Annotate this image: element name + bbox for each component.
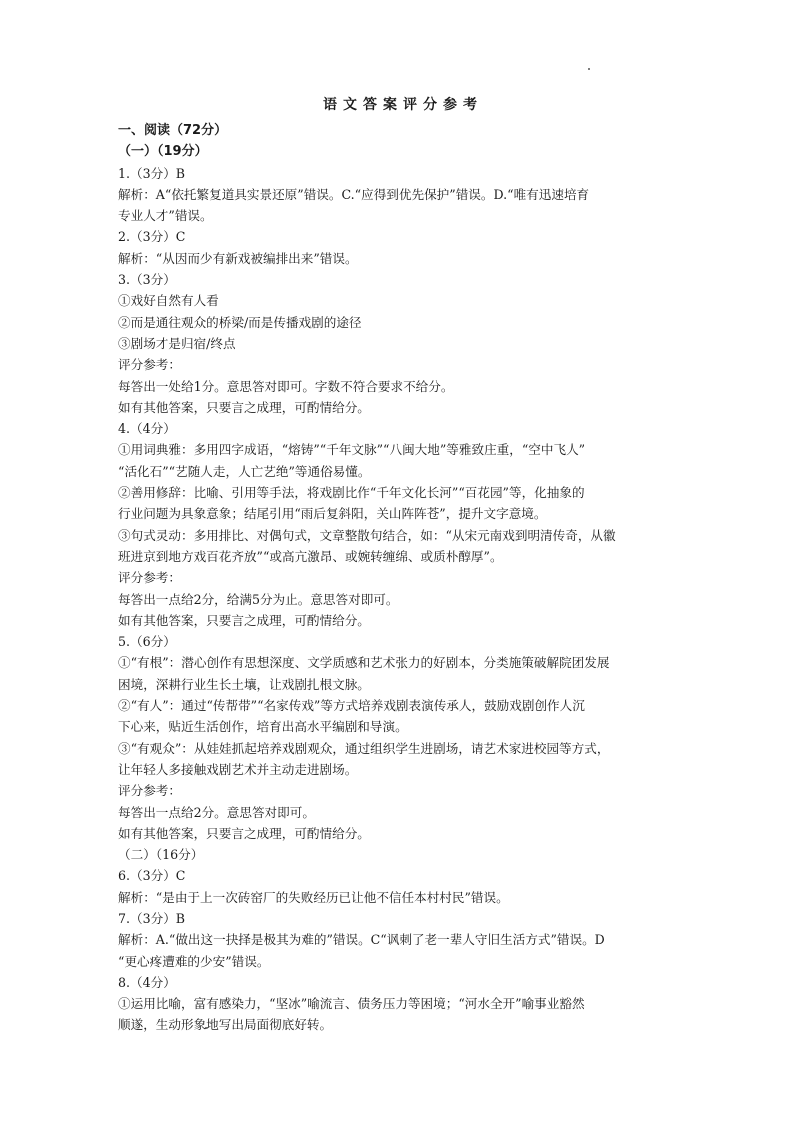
text-line: 如有其他答案，只要言之成理，可酌情给分。 xyxy=(118,612,370,628)
text-line: 行业问题为具象意象；结尾引用“雨后复斜阳，关山阵阵苍”，提升文字意境。 xyxy=(118,506,547,522)
text-line: 评分参考： xyxy=(118,357,181,373)
text-line: ①运用比喻，富有感染力，“坚冰”喻流言、债务压力等困境；“河水全开”喻事业豁然 xyxy=(118,996,585,1012)
text-line: “更心疼遭难的少安”错误。 xyxy=(118,953,270,969)
text-line: ③剧场才是归宿/终点 xyxy=(118,335,236,351)
text-line: 7.（3分）B xyxy=(118,910,186,926)
text-line: 3.（3分） xyxy=(118,272,176,288)
text-line: 4.（4分） xyxy=(118,421,176,437)
text-line: 8.（4分） xyxy=(118,974,176,990)
text-line: （二）（16分） xyxy=(118,847,204,863)
text-line: 评分参考： xyxy=(118,783,181,799)
scan-speck xyxy=(588,68,590,70)
text-line: ②善用修辞：比喻、引用等手法，将戏剧比作“千年文化长河”“百花园”等，化抽象的 xyxy=(118,485,585,501)
text-line: 如有其他答案，只要言之成理，可酌情给分。 xyxy=(118,825,370,841)
text-line: 解析：A.“做出这一抉择是极其为难的”错误。C“讽刺了老一辈人守旧生活方式”错误。D xyxy=(118,932,605,948)
text-line: ②而是通往观众的桥梁/而是传播戏剧的途径 xyxy=(118,314,362,330)
text-line: “活化石”“艺随人走，人亡艺绝”等通俗易懂。 xyxy=(118,463,371,479)
text-line: ①戏好自然有人看 xyxy=(118,293,219,309)
text-line: ③“有观众”：从娃娃抓起培养戏剧观众，通过组织学生进剧场，请艺术家进校园等方式， xyxy=(118,740,610,756)
text-line: 2.（3分）C xyxy=(118,229,186,245)
text-line: 每答出一点给2分，给满5分为止。意思答对即可。 xyxy=(118,591,399,607)
text-line: 每答出一处给1分。意思答对即可。字数不符合要求不给分。 xyxy=(118,378,454,394)
text-line: 专业人才”错误。 xyxy=(118,208,213,224)
answer-body xyxy=(118,120,688,1036)
text-line: 6.（3分）C xyxy=(118,868,186,884)
text-line: ③句式灵动：多用排比、对偶句式，文章整散句结合，如：“从宋元南戏到明清传奇，从徽 xyxy=(118,527,616,543)
section-heading: 一、阅读（72分） xyxy=(118,123,228,138)
text-line: 解析：“从因而少有新戏被编排出来”错误。 xyxy=(118,250,358,266)
text-line: 班进京到地方戏百花齐放”“或高亢激昂、或婉转缠绵、或质朴醇厚”。 xyxy=(118,548,503,564)
text-line: ②“有人”：通过“传帮带”“名家传戏”等方式培养戏剧表演传承人，鼓励戏剧创作人沉 xyxy=(118,698,585,714)
text-line: 让年轻人多接触戏剧艺术并主动走进剧场。 xyxy=(118,761,358,777)
text-line: 1.（3分）B xyxy=(118,165,186,181)
text-line: 困境，深耕行业生长土壤，让戏剧扎根文脉。 xyxy=(118,676,370,692)
text-line: ①用词典雅：多用四字成语，“熔铸”“千年文脉”“八闽大地”等雅致庄重，“空中飞人” xyxy=(118,442,586,458)
text-line: 5.（6分） xyxy=(118,634,176,650)
text-line: 解析：“是由于上一次砖窑厂的失败经历已让他不信任本村村民”错误。 xyxy=(118,889,509,905)
answer-document xyxy=(118,94,688,1036)
text-line: ①“有根”：潜心创作有思想深度、文学质感和艺术张力的好剧本，分类施策破解院团发展 xyxy=(118,655,610,671)
text-line: 顺遂，生动形象地写出局面彻底好转。 xyxy=(118,1017,333,1033)
text-line: 如有其他答案，只要言之成理，可酌情给分。 xyxy=(118,399,370,415)
text-line: 每答出一点给2分。意思答对即可。 xyxy=(118,804,315,820)
text-line: 解析：A“依托繁复道具实景还原”错误。C.“应得到优先保护”错误。D.“唯有迅速培育 xyxy=(118,186,590,202)
document-title: 语文答案评分参考 xyxy=(323,97,483,113)
text-line: 下心来，贴近生活创作，培育出高水平编剧和导演。 xyxy=(118,719,408,735)
section-heading: （一）（19分） xyxy=(118,144,208,160)
text-line: 评分参考： xyxy=(118,570,181,586)
